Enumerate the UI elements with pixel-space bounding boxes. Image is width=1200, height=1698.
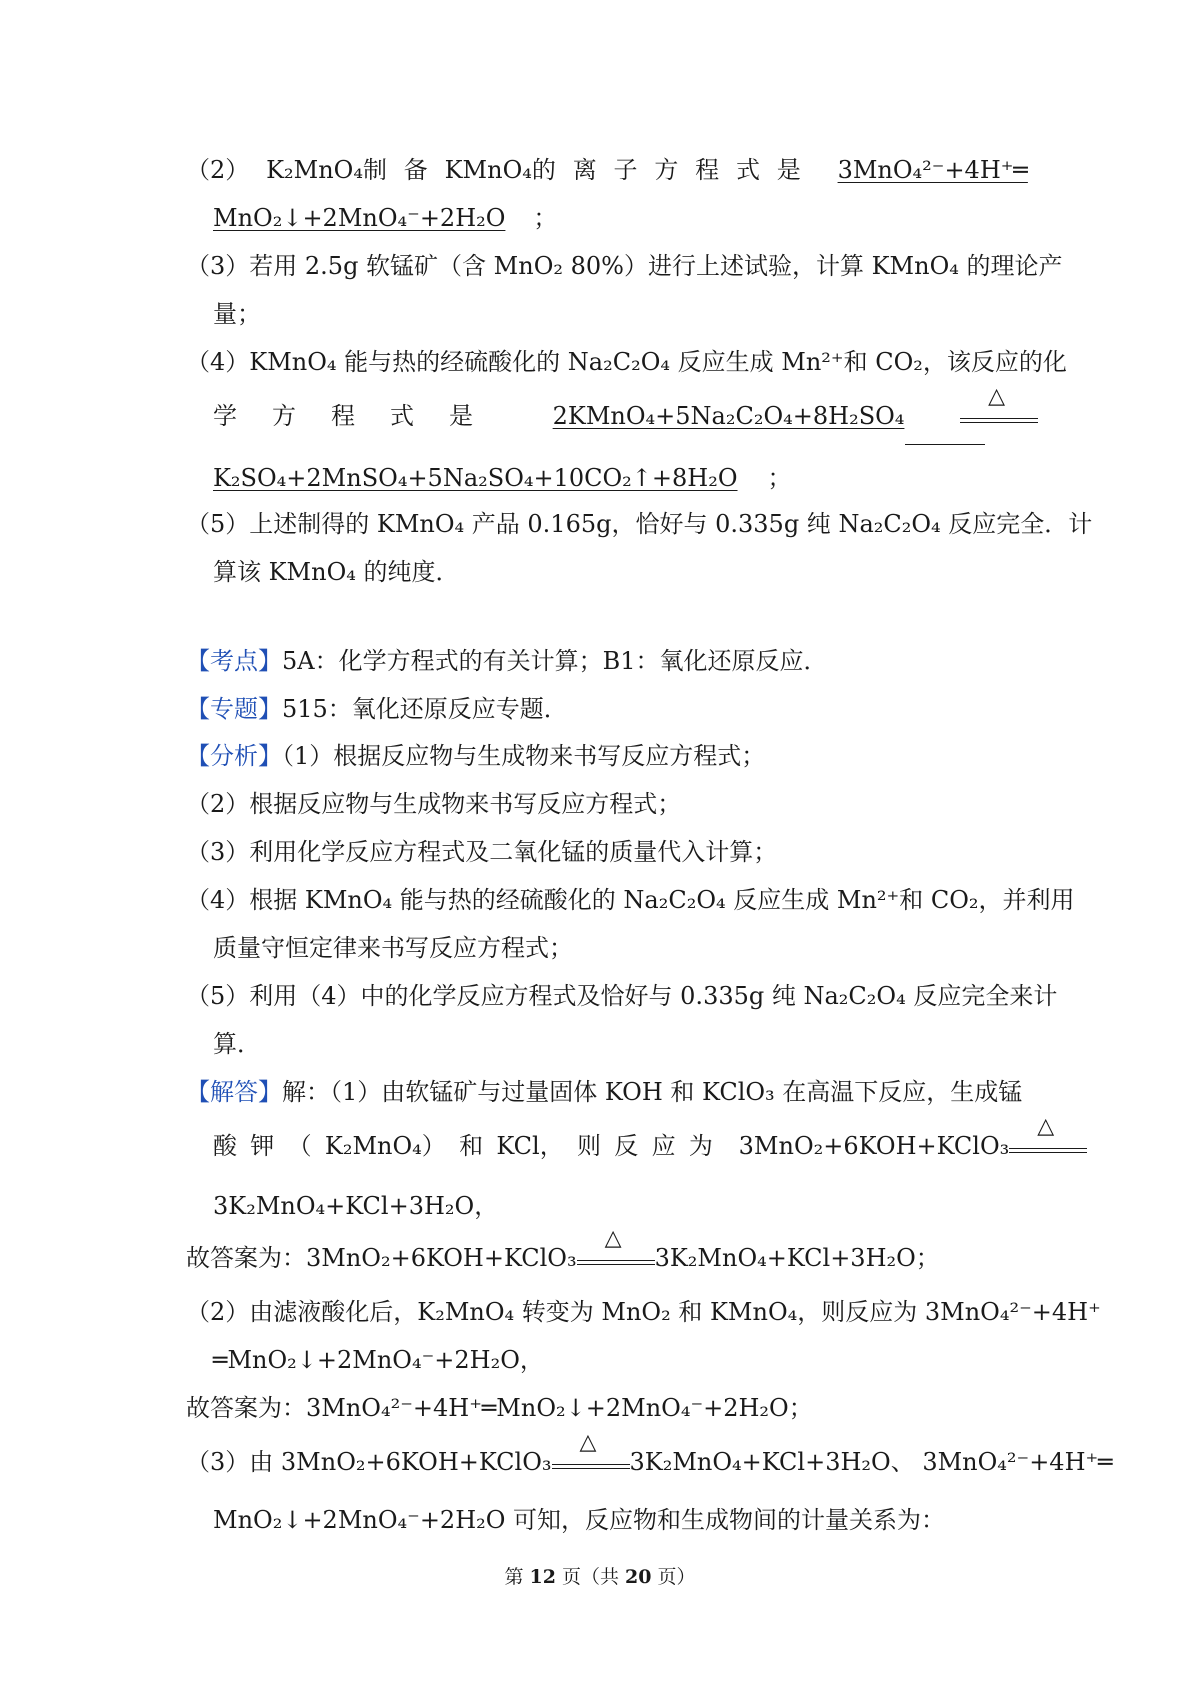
page-footer: 第 12 页（共 20 页） (504, 1566, 696, 1588)
q5-line-1: （5）上述制得的 KMnO₄ 产品 0.165g，恰好与 0.335g 纯 Na₂C₂O₄ 反应完全．计 (186, 510, 1093, 538)
fenxi-line-5: 质量守恒定律来书写反应方程式； (213, 934, 573, 962)
q2-answer-part-a: 3MnO₄²⁻+4H⁺═ (837, 156, 1028, 184)
fenxi-line-2: （2）根据反应物与生成物来书写反应方程式； (186, 790, 682, 818)
page-total: 20 (625, 1566, 652, 1588)
q4-equation-left: 2KMnO₄+5Na₂C₂O₄+8H₂SO₄ (552, 402, 905, 430)
q4-underline-tail (905, 444, 985, 445)
q3-line-2: 量； (213, 300, 261, 328)
jieda-line-9: MnO₂↓+2MnO₄⁻+2H₂O 可知，反应物和生成物间的计量关系为： (213, 1506, 946, 1534)
fenxi-line-1: 【分析】（1）根据反应物与生成物来书写反应方程式； (186, 742, 766, 770)
q2-line-2: MnO₂↓+2MnO₄⁻+2H₂O ； (213, 204, 558, 232)
kaodian-tag: 【考点】 (186, 647, 282, 675)
q2-answer-part-b: MnO₂↓+2MnO₄⁻+2H₂O (213, 204, 506, 232)
fenxi-tag: 【分析】 (186, 742, 282, 770)
zhuanti-tag: 【专题】 (186, 695, 282, 723)
q2-prefix: （2） (186, 156, 250, 184)
jieda-line-2: 酸 钾 （ K₂MnO₄） 和 KCl， 则 反 应 为 3MnO₂+6KOH+KClO₃ △ (213, 1130, 1087, 1162)
fenxi-line-4: （4）根据 KMnO₄ 能与热的经硫酸化的 Na₂C₂O₄ 反应生成 Mn²⁺和 CO₂，并利用 (186, 886, 1075, 914)
jieda-line-3: 3K₂MnO₄+KCl+3H₂O， (213, 1192, 499, 1220)
jieda-line-5: （2）由滤液酸化后，K₂MnO₄ 转变为 MnO₂ 和 KMnO₄，则反应为 3MnO₄²⁻+4H⁺ (186, 1298, 1101, 1326)
q3-line-1: （3）若用 2.5g 软锰矿（含 MnO₂ 80%）进行上述试验，计算 KMnO₄ 的理论产 (186, 252, 1063, 280)
q4-line-1: （4）KMnO₄ 能与热的经硫酸化的 Na₂C₂O₄ 反应生成 Mn²⁺和 CO₂，该反应的化 (186, 348, 1067, 376)
q4-line-2: 学 方 程 式 是 2KMnO₄+5Na₂C₂O₄+8H₂SO₄ △ (213, 400, 1080, 432)
page-number: 12 (529, 1566, 556, 1588)
fenxi-line-7: 算． (213, 1030, 261, 1058)
jieda-line-6: ═MnO₂↓+2MnO₄⁻+2H₂O， (213, 1346, 544, 1374)
jieda-tag: 【解答】 (186, 1078, 282, 1106)
q4-equation-right: K₂SO₄+2MnSO₄+5Na₂SO₄+10CO₂↑+8H₂O (213, 464, 738, 492)
q5-line-2: 算该 KMnO₄ 的纯度． (213, 558, 460, 586)
q2-line-1: （2） K₂MnO₄制 备 KMnO₄的 离 子 方 程 式 是 3MnO₄²⁻+4H⁺═ (186, 156, 1028, 184)
q4-line-3: K₂SO₄+2MnSO₄+5Na₂SO₄+10CO₂↑+8H₂O ； (213, 464, 792, 492)
zhuanti-line: 【专题】515：氧化还原反应专题． (186, 695, 568, 723)
kaodian-line: 【考点】5A：化学方程式的有关计算；B1：氧化还原反应． (186, 647, 828, 675)
heating-arrow: △ (960, 404, 1038, 430)
jieda-line-4: 故答案为：3MnO₂+6KOH+KClO₃ △ 3K₂MnO₄+KCl+3H₂O； (186, 1226, 940, 1272)
jieda-line-8: （3）由 3MnO₂+6KOH+KClO₃ △ 3K₂MnO₄+KCl+3H₂O、 3MnO₄²⁻+4H⁺═ (186, 1430, 1113, 1476)
heating-arrow: △ (577, 1246, 655, 1272)
jieda-line-7: 故答案为：3MnO₄²⁻+4H⁺═MnO₂↓+2MnO₄⁻+2H₂O； (186, 1394, 813, 1422)
fenxi-line-6: （5）利用（4）中的化学反应方程式及恰好与 0.335g 纯 Na₂C₂O₄ 反应完全来计 (186, 982, 1058, 1010)
jieda-line-1: 【解答】解：（1）由软锰矿与过量固体 KOH 和 KClO₃ 在高温下反应，生成锰 (186, 1078, 1023, 1106)
heating-arrow: △ (1009, 1134, 1087, 1160)
heating-arrow: △ (552, 1450, 630, 1476)
fenxi-line-3: （3）利用化学反应方程式及二氧化锰的质量代入计算； (186, 838, 778, 866)
